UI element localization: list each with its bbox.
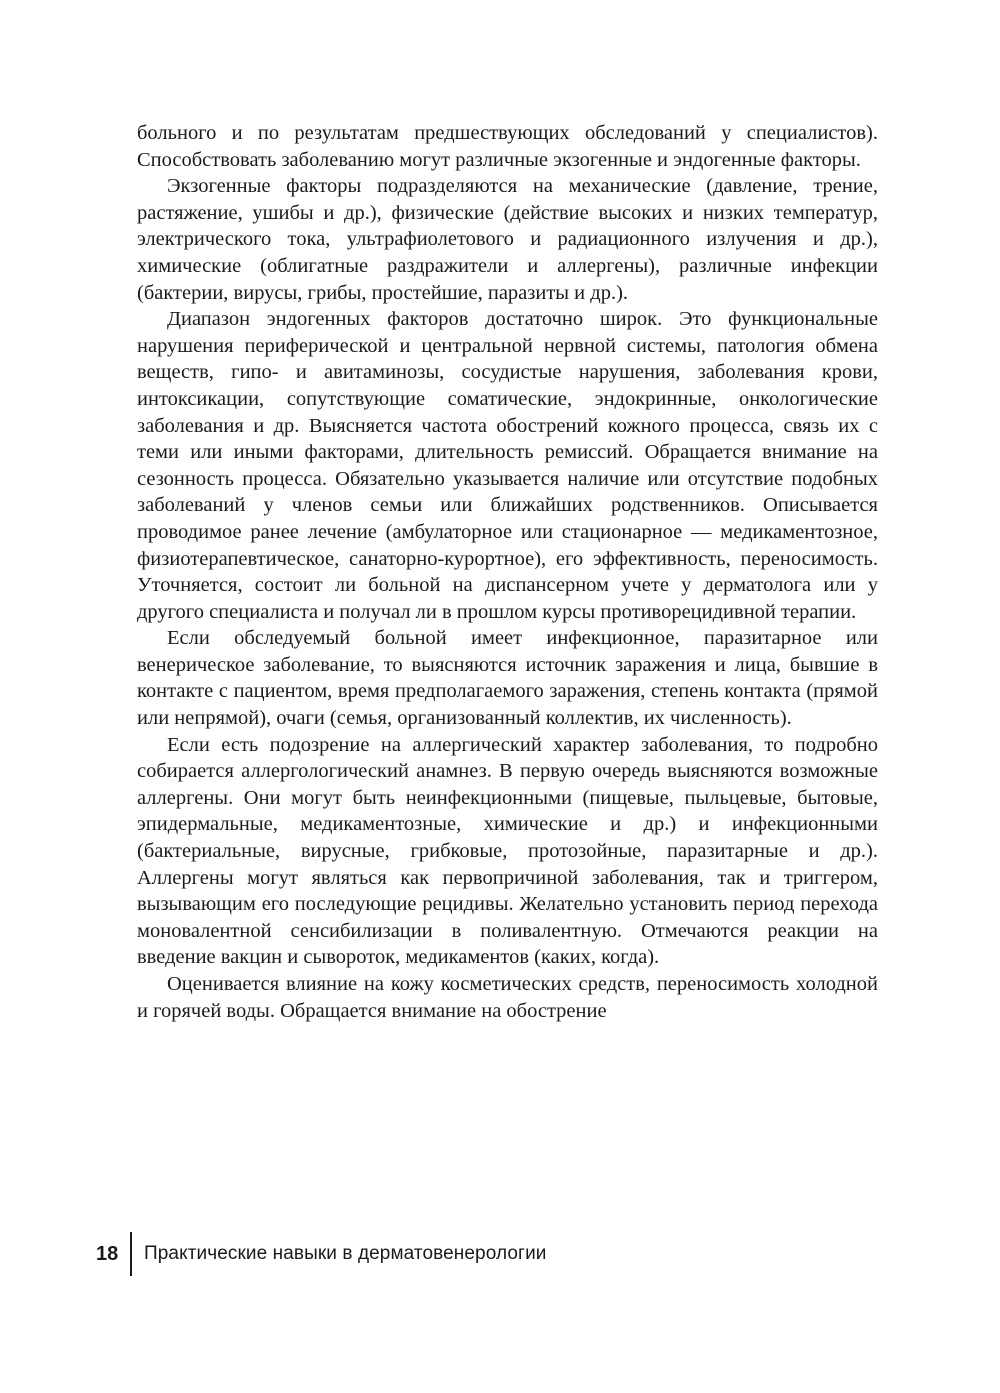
page-footer [96,1232,547,1276]
paragraph-endogenous-factors: Диапазон эндогенных факторов достаточно широк. Это функциональные нарушения периферической и центральной нервной системы, патология обмена веществ, гипо- и авитаминозы, сосудистые нарушения, заболевания крови, интоксикации, сопутствующие соматические, эндокринные, онкологические заболевания и др. Выясняется частота обострений кожного процесса, связь их с теми или иными факторами, длительность ремиссий. Обращается внимание на сезонность процесса. Обязательно указывается наличие или отсутствие подобных заболеваний у членов семьи или ближайших родственников. Описывается проводимое ранее лечение (амбулаторное или стационарное — медикаментозное, физиотерапевтическое, санаторно-курортное), его эффективность, переносимость. Уточняется, состоит ли больной на диспансерном учете у дерматолога или у другого специалиста и получал ли в прошлом курсы противорецидивной терапии. [137,308,878,623]
paragraph-continuation: больного и по результатам предшествующих обследований у специалистов). Способствовать заболеванию могут различные экзогенные и эндогенные факторы. [137,122,878,171]
paragraph-exogenous-factors: Экзогенные факторы подразделяются на механические (давление, трение, растяжение, ушибы и др.), физические (действие высоких и низких температур, электрического тока, ультрафиолетового и радиационного излучения и др.), химические (облигатные раздражители и аллергены), различные инфекции (бактерии, вирусы, грибы, простейшие, паразиты и др.). [137,175,878,304]
page-body [137,120,878,1024]
paragraph-cosmetics: Оценивается влияние на кожу косметических средств, переносимость холодной и горячей воды. Обращается внимание на обострение [137,973,878,1022]
paragraph-allergic-anamnesis: Если есть подозрение на аллергический характер заболевания, то подробно собирается аллергологический анамнез. В первую очередь выясняются возможные аллергены. Они могут быть неинфекционными (пищевые, пыльцевые, бытовые, эпидермальные, медикаментозные, химические и др.) и инфекционными (бактериальные, вирусные, грибковые, протозойные, паразитарные и др.). Аллергены могут являться как первопричиной заболевания, так и триггером, вызывающим его последующие рецидивы. Желательно установить период перехода моновалентной сенсибилизации в поливалентную. Отмечаются реакции на введение вакцин и сывороток, медикаментов (каких, когда). [137,733,878,969]
paragraph-infectious-disease: Если обследуемый больной имеет инфекционное, паразитарное или венерическое заболевание, то выясняются источник заражения и лица, бывшие в контакте с пациентом, время предполагаемого заражения, степень контакта (прямой или непрямой), очаги (семья, организованный коллектив, их численность). [137,627,878,730]
running-title: Практические навыки в дерматовенерологии [144,1243,547,1264]
footer-divider [130,1232,132,1276]
page-number: 18 [96,1242,119,1265]
